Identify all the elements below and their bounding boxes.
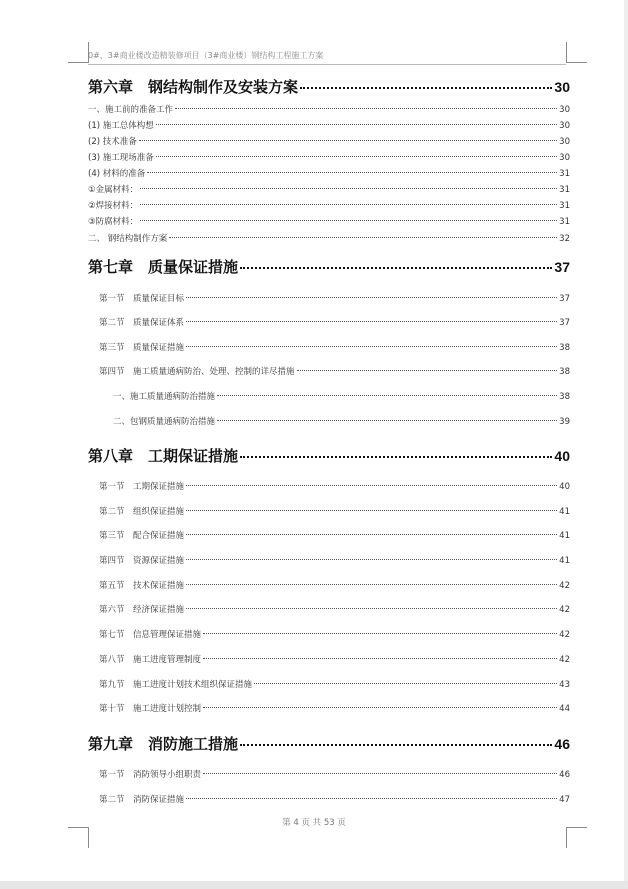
toc-title: ②焊接材料：: [88, 201, 139, 211]
toc-title: 二、 钢结构制作方案: [88, 234, 168, 244]
toc-page-number: 42: [559, 630, 570, 640]
toc-section[interactable]: [99, 678, 570, 690]
toc-title: ③防腐材料：: [88, 217, 139, 227]
toc-page-number: 30: [554, 79, 570, 95]
toc-title: 第十节 施工进度计划控制: [99, 704, 202, 714]
toc-subsection[interactable]: [113, 390, 570, 402]
dot-leader: [186, 297, 557, 298]
toc-section[interactable]: [99, 316, 570, 328]
running-header: 0#、3#商业楼改造精装修项目（3#商业楼）钢结构工程施工方案: [88, 50, 566, 65]
dot-leader: [169, 237, 557, 238]
dot-leader: [240, 456, 552, 458]
toc-section[interactable]: [99, 480, 570, 492]
toc-page-number: 30: [559, 121, 570, 131]
toc-page-number: 30: [559, 153, 570, 163]
page-footer: 第 4 页 共 53 页: [282, 818, 346, 828]
toc-title: 第二节 质量保证体系: [99, 318, 185, 328]
toc-title: 第六章 钢结构制作及安装方案: [88, 78, 299, 96]
toc-page-number: 37: [559, 318, 570, 328]
dot-leader: [240, 267, 552, 269]
toc-page-number: 38: [559, 367, 570, 377]
toc-page-number: 37: [559, 294, 570, 304]
toc-title: (1) 施工总体构想: [88, 121, 154, 131]
toc-section[interactable]: [99, 793, 570, 805]
dot-leader: [217, 395, 557, 396]
toc-title: (2) 技术准备: [88, 137, 137, 147]
dot-leader: [186, 321, 557, 322]
dot-leader: [186, 798, 557, 799]
toc-title: 第五节 技术保证措施: [99, 581, 185, 591]
crop-mark-bottom-right: [566, 827, 587, 848]
toc-section[interactable]: [99, 505, 570, 517]
toc-page-number: 42: [559, 655, 570, 665]
toc-chapter-9[interactable]: [88, 733, 570, 754]
toc-page-number: 44: [559, 704, 570, 714]
toc-title: 第七节 信息管理保证措施: [99, 630, 202, 640]
dot-leader: [240, 744, 552, 746]
toc-page-number: 31: [559, 169, 570, 179]
toc-item[interactable]: [88, 215, 570, 227]
toc-title: (3) 施工现场准备: [88, 153, 154, 163]
dot-leader: [156, 156, 557, 157]
toc-title: 第六节 经济保证措施: [99, 605, 185, 615]
toc-section[interactable]: [99, 768, 570, 780]
toc-section[interactable]: [99, 603, 570, 615]
toc-title: 第四节 资源保证措施: [99, 556, 185, 566]
dot-leader: [186, 346, 557, 347]
dot-leader: [203, 773, 557, 774]
toc-page-number: 40: [554, 448, 570, 464]
toc-title: 第九节 施工进度计划技术组织保证措施: [99, 680, 253, 690]
toc-title: 第九章 消防施工措施: [88, 735, 239, 753]
toc-chapter-8[interactable]: [88, 445, 570, 466]
toc-chapter-7[interactable]: [88, 256, 570, 277]
toc-title: 第二节 组织保证措施: [99, 507, 185, 517]
toc-item[interactable]: [88, 135, 570, 147]
dot-leader: [203, 658, 557, 659]
dot-leader: [139, 140, 557, 141]
dot-leader: [203, 633, 557, 634]
toc-page-number: 31: [559, 217, 570, 227]
toc-section[interactable]: [99, 341, 570, 353]
toc-item[interactable]: [88, 199, 570, 211]
crop-mark-top-left: [68, 42, 89, 63]
toc-page-number: 46: [559, 770, 570, 780]
toc-section[interactable]: [99, 702, 570, 714]
dot-leader: [254, 683, 557, 684]
toc-title: 一、施工质量通病防治措施: [113, 392, 216, 402]
toc-item[interactable]: [88, 119, 570, 131]
toc-page-number: 31: [559, 201, 570, 211]
dot-leader: [186, 559, 557, 560]
toc-page-number: 39: [559, 417, 570, 427]
toc-page-number: 42: [559, 581, 570, 591]
dot-leader: [217, 420, 557, 421]
toc-title: 第一节 工期保证措施: [99, 482, 185, 492]
toc-item[interactable]: [88, 103, 570, 115]
toc-title: 第一节 质量保证目标: [99, 294, 185, 304]
dot-leader: [175, 108, 557, 109]
toc-section[interactable]: [99, 628, 570, 640]
toc-page-number: 41: [559, 507, 570, 517]
toc-title: 第二节 消防保证措施: [99, 795, 185, 805]
toc-title: ①金属材料：: [88, 185, 139, 195]
toc-title: 第一节 消防领导小组职责: [99, 770, 202, 780]
dot-leader: [140, 188, 557, 189]
toc-page-number: 47: [559, 795, 570, 805]
dot-leader: [186, 534, 557, 535]
toc-title: 二、包钢质量通病防治措施: [113, 417, 216, 427]
dot-leader: [140, 220, 557, 221]
toc-section[interactable]: [99, 579, 570, 591]
crop-mark-bottom-left: [68, 827, 89, 848]
window-bottom-bar: [0, 881, 628, 889]
toc-title: 第七章 质量保证措施: [88, 258, 239, 276]
toc-item[interactable]: [88, 183, 570, 195]
toc-title: 第三节 配合保证措施: [99, 531, 185, 541]
toc-page-number: 38: [559, 343, 570, 353]
toc-page-number: 40: [559, 482, 570, 492]
toc-subsection[interactable]: [113, 415, 570, 427]
dot-leader: [147, 172, 557, 173]
toc-page-number: 38: [559, 392, 570, 402]
dot-leader: [300, 87, 552, 89]
toc-title: 第八节 施工进度管理制度: [99, 655, 202, 665]
toc-item[interactable]: [88, 232, 570, 244]
dot-leader: [156, 124, 557, 125]
toc-page-number: 31: [559, 185, 570, 195]
toc-page-number: 32: [559, 234, 570, 244]
toc-page-number: 46: [554, 736, 570, 752]
toc-title: (4) 材料的准备: [88, 169, 146, 179]
toc-section[interactable]: [99, 365, 570, 377]
dot-leader: [297, 370, 558, 371]
dot-leader: [186, 608, 557, 609]
page-edge: [624, 0, 628, 889]
toc-section[interactable]: [99, 554, 570, 566]
toc-title: 第八章 工期保证措施: [88, 447, 239, 465]
toc-title: 一、施工前的准备工作: [88, 105, 174, 115]
toc-page-number: 42: [559, 605, 570, 615]
dot-leader: [186, 510, 557, 511]
dot-leader: [186, 584, 557, 585]
toc-item[interactable]: [88, 151, 570, 163]
dot-leader: [186, 485, 557, 486]
toc-chapter-6[interactable]: [88, 76, 570, 97]
toc-page-number: 30: [559, 105, 570, 115]
toc-page-number: 30: [559, 137, 570, 147]
toc-section[interactable]: [99, 292, 570, 304]
dot-leader: [203, 707, 557, 708]
toc-page-number: 37: [554, 259, 570, 275]
toc-section[interactable]: [99, 529, 570, 541]
toc-item[interactable]: [88, 167, 570, 179]
toc-title: 第三节 质量保证措施: [99, 343, 185, 353]
toc-page-number: 41: [559, 556, 570, 566]
toc-title: 第四节 施工质量通病防治、处理、控制的详尽措施: [99, 367, 295, 377]
toc-section[interactable]: [99, 653, 570, 665]
crop-mark-top-right: [566, 42, 587, 63]
toc-page-number: 41: [559, 531, 570, 541]
dot-leader: [140, 204, 557, 205]
toc-page-number: 43: [559, 680, 570, 690]
